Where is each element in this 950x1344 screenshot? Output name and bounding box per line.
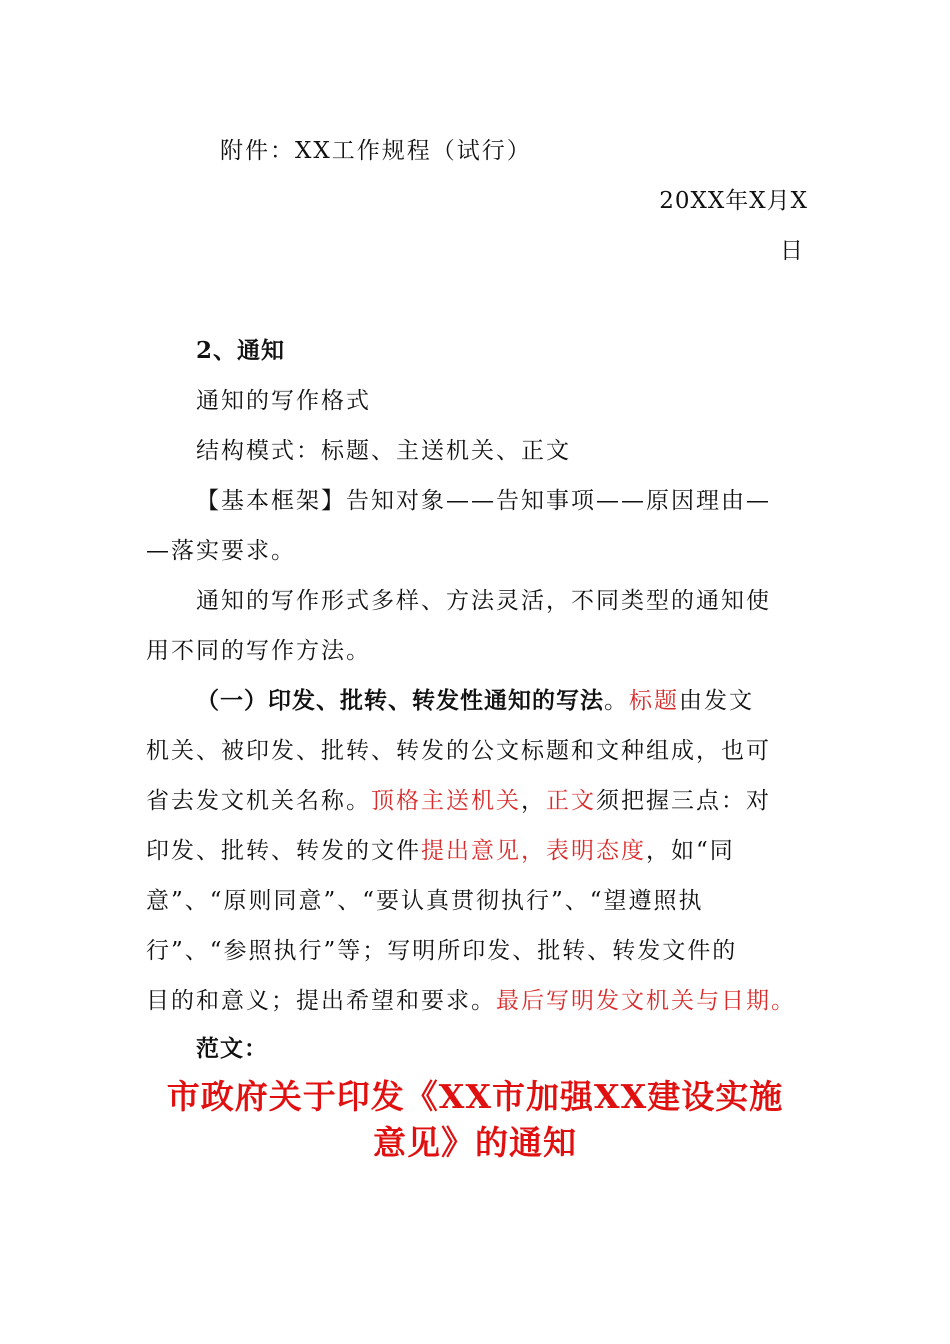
section-heading: 2、通知 — [196, 337, 286, 364]
sample-label: 范文： — [196, 1035, 268, 1062]
text: 由发文 — [679, 688, 754, 714]
text: 目的和意义；提出希望和要求。 — [146, 988, 496, 1014]
date-line-2: 日 — [780, 238, 805, 264]
paragraph-line-1 — [196, 686, 754, 716]
subsection-heading: （一）印发、批转、转发性通知的写法 — [196, 687, 604, 714]
attachment-line: 附件：XX工作规程（试行） — [220, 138, 532, 164]
paragraph-line-6: 行”、“参照执行”等；写明所印发、批转、转发文件的 — [146, 938, 738, 964]
text: ，如“同 — [646, 838, 735, 864]
text: 省去发文机关名称。 — [146, 788, 371, 814]
framework-line-2: —落实要求。 — [146, 538, 296, 564]
highlight-title: 标题 — [629, 688, 679, 714]
sample-title-line-1: 市政府关于印发《XX市加强XX建设实施 — [166, 1077, 784, 1116]
paragraph-line-5: 意”、“原则同意”、“要认真贯彻执行”、“望遵照执 — [146, 888, 704, 914]
structure-line: 结构模式：标题、主送机关、正文 — [196, 438, 571, 464]
highlight-body: 正文 — [546, 788, 596, 814]
comma: ， — [521, 788, 546, 814]
paragraph-line-3 — [146, 786, 771, 816]
text: 印发、批转、转发的文件 — [146, 838, 421, 864]
date-line-1: 20XX年X月X — [659, 188, 808, 214]
highlight-opinion: 提出意见，表明态度 — [421, 838, 646, 864]
framework-line-1: 【基本框架】告知对象——告知事项——原因理由— — [196, 488, 771, 514]
format-heading: 通知的写作格式 — [196, 388, 371, 414]
highlight-recipient: 顶格主送机关 — [371, 788, 521, 814]
paragraph-line-7 — [146, 986, 796, 1016]
sample-title-line-2: 意见》的通知 — [373, 1123, 577, 1162]
paragraph-line-2: 机关、被印发、批转、转发的公文标题和文种组成，也可 — [146, 738, 771, 764]
period: 。 — [604, 688, 629, 714]
highlight-closing: 最后写明发文机关与日期。 — [496, 988, 796, 1014]
forms-line-1: 通知的写作形式多样、方法灵活，不同类型的通知使 — [196, 588, 771, 614]
forms-line-2: 用不同的写作方法。 — [146, 638, 371, 664]
paragraph-line-4 — [146, 836, 735, 866]
text: 须把握三点：对 — [596, 788, 771, 814]
